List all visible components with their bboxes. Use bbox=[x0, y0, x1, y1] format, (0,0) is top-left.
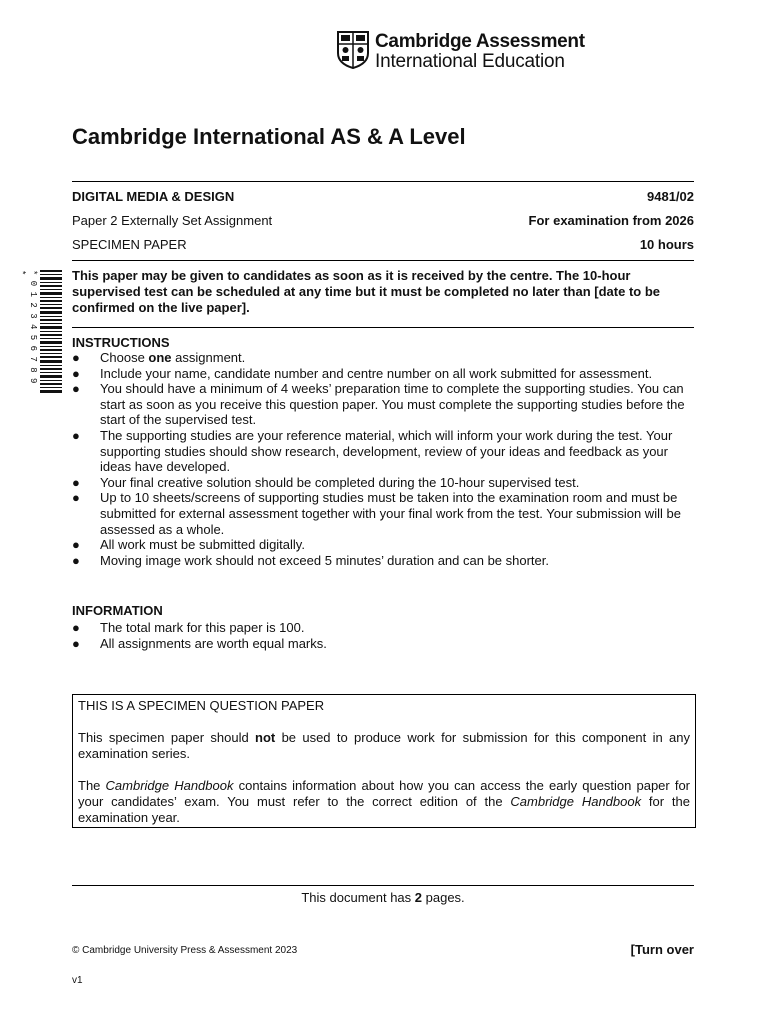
paper-row bbox=[72, 213, 694, 228]
bullet-icon: ● bbox=[72, 552, 80, 568]
copyright: © Cambridge University Press & Assessment 2023 bbox=[72, 945, 298, 956]
bullet-icon: ● bbox=[72, 490, 80, 506]
list-item: ● Your final creative solution should be completed during the 10-hour supervised test. bbox=[72, 474, 580, 490]
logo-line-1: Cambridge Assessment bbox=[375, 31, 585, 52]
bullet-icon: ● bbox=[72, 635, 80, 651]
cambridge-logo bbox=[337, 31, 585, 72]
divider bbox=[72, 260, 694, 261]
intro-text: This paper may be given to candidates as soon as it is received by the centre. The 10-hour supervised test can be scheduled at any time but it must be completed no later than [date to be confirmed on the live paper]. bbox=[72, 268, 661, 315]
divider bbox=[72, 885, 694, 886]
list-item: ● All work must be submitted digitally. bbox=[72, 537, 305, 553]
bullet-icon: ● bbox=[72, 427, 80, 443]
list-item: ● Choose one assignment. bbox=[72, 350, 246, 365]
barcode bbox=[16, 270, 64, 394]
divider bbox=[72, 327, 694, 328]
instructions-list bbox=[72, 350, 694, 568]
specimen-paragraph-2: The Cambridge Handbook contains information about how you can access the early question paper for your candidates’ exam. You must refer to the correct edition of the Cambridge Handbook for the examination year. bbox=[78, 778, 691, 825]
barcode-bars bbox=[40, 270, 62, 394]
list-item: ● Up to 10 sheets/screens of supporting studies must be taken into the examination room and must be submitted for external assessment together with your final work from the test. Your submission will be assessed as a whole. bbox=[72, 490, 681, 537]
version-label: v1 bbox=[72, 975, 83, 986]
logo-line-2: International Education bbox=[375, 51, 565, 72]
bullet-icon: ● bbox=[72, 620, 80, 635]
instructions-heading: INSTRUCTIONS bbox=[72, 335, 170, 350]
list-item: ● All assignments are worth equal marks. bbox=[72, 635, 327, 651]
bullet-icon: ● bbox=[72, 365, 80, 381]
specimen-paragraph-1: This specimen paper should not be used to produce work for submission for this component in any examination series. bbox=[78, 730, 690, 761]
page-title: Cambridge International AS & A Level bbox=[72, 124, 466, 149]
divider bbox=[72, 181, 694, 182]
list-item: ● Include your name, candidate number and centre number on all work submitted for assessment. bbox=[72, 365, 653, 381]
specimen-notice-box bbox=[72, 694, 696, 828]
crest-icon bbox=[337, 31, 369, 69]
subject-code: 9481/02 bbox=[647, 189, 694, 204]
bullet-icon: ● bbox=[72, 537, 80, 553]
bullet-icon: ● bbox=[72, 381, 80, 397]
bullet-icon: ● bbox=[72, 474, 80, 490]
list-item: ● You should have a minimum of 4 weeks’ preparation time to complete the supporting studies. You can start as soon as you receive this question paper. You must complete the supporting studies before the start of the supervised test. bbox=[72, 381, 685, 428]
paper-type: SPECIMEN PAPER bbox=[72, 237, 187, 252]
list-item: ● The supporting studies are your reference material, which will inform your work during the test. Your supporting studies should show research, development, review of your ideas and feedback as your ideas have developed. bbox=[72, 427, 673, 475]
list-item: ● The total mark for this paper is 100. bbox=[72, 620, 305, 635]
bullet-icon: ● bbox=[72, 350, 80, 365]
specimen-heading: THIS IS A SPECIMEN QUESTION PAPER bbox=[78, 698, 325, 713]
exam-from: For examination from 2026 bbox=[528, 213, 694, 228]
subject-row bbox=[72, 189, 694, 204]
information-list bbox=[72, 620, 694, 651]
list-item: ● Moving image work should not exceed 5 minutes’ duration and can be shorter. bbox=[72, 552, 550, 568]
duration: 10 hours bbox=[639, 237, 694, 252]
type-row bbox=[72, 237, 694, 252]
paper-name: Paper 2 Externally Set Assignment bbox=[72, 213, 273, 228]
barcode-text: * 0 1 2 3 4 5 6 7 8 9 * bbox=[16, 270, 38, 384]
page-count: This document has 2 pages. bbox=[301, 890, 465, 905]
turn-over: [Turn over bbox=[630, 942, 694, 957]
subject-name: DIGITAL MEDIA & DESIGN bbox=[72, 189, 235, 204]
information-heading: INFORMATION bbox=[72, 603, 163, 618]
